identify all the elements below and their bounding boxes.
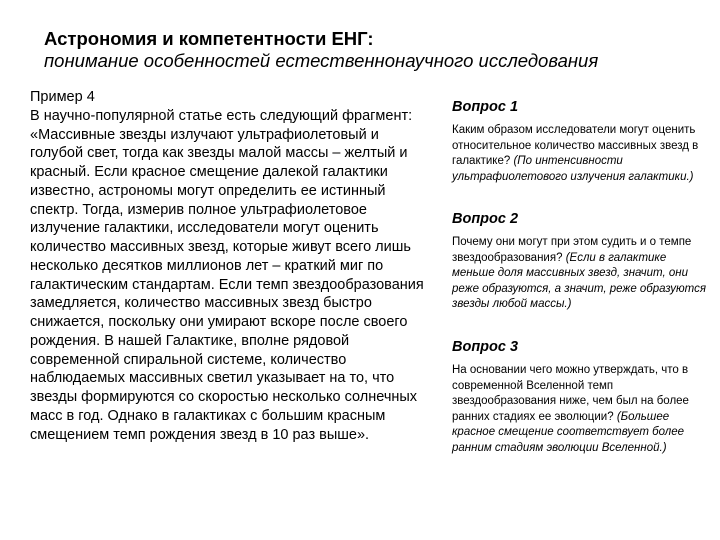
question-body [452,123,710,185]
question-answer: (Большее красное смещение соответствует более ранним стадиям эволюции Вселенной.) [452,410,685,454]
question-body [452,235,710,313]
example-quote: «Массивные звезды излучают ультрафиолетовый и голубой свет, тогда как звезды малой массы – желтый и красный. Если красное смещение далекой галактики известно, астрономы могут определить ее истинный спектр. Тогда, измерив полное ультрафиолетовое излучение галактики, исследователи могут оценить количество массивных звезд, которые живут всего лишь несколько десятков миллионов лет – краткий миг по галактическим стандартам. Если темп звездообразования замедляется, количество массивных звезд быстро снижается, поскольку они умирают вскоре после своего рождения. В нашей Галактике, вполне рядовой современной спиральной системе, количество наблюдаемых массивных светил указывает на то, что звезды формируются со скоростью несколько солнечных масс в год. Однако в галактиках с большим красным смещением темп рождения звезд в 10 раз выше». [30,126,424,443]
question-heading: Вопрос 1 [452,99,519,115]
question-3 [452,338,710,456]
question-text: Почему они могут при этом судить и о темпе звездообразования? [452,236,692,264]
question-text: Каким образом исследователи могут оценить относительное количество массивных звезд в галактике? [452,124,699,167]
example-column [30,88,428,444]
question-2 [452,210,710,313]
question-text: На основании чего можно утверждать, что в современной Вселенной темп звездообразования ниже, чем был на более ранних стадиях ее эволюции? [452,364,689,423]
example-label: Пример 4 [30,89,95,105]
slide-title: Астрономия и компетентности ЕНГ: [44,28,374,49]
slide-header [44,28,684,72]
question-1 [452,98,710,185]
question-heading: Вопрос 3 [452,339,519,355]
question-answer: (По интенсивности ультрафиолетового излучения галактики.) [452,155,694,183]
question-body [452,363,710,456]
example-intro: В научно-популярной статье есть следующий фрагмент: [30,107,413,124]
question-answer: (Если в галактике меньше доля массивных звезд, значит, они реже образуются, а значит, реже образуются звезды любой массы.) [452,251,707,310]
slide-subtitle: понимание особенностей естественнонаучного исследования [44,50,599,71]
question-heading: Вопрос 2 [452,211,519,227]
